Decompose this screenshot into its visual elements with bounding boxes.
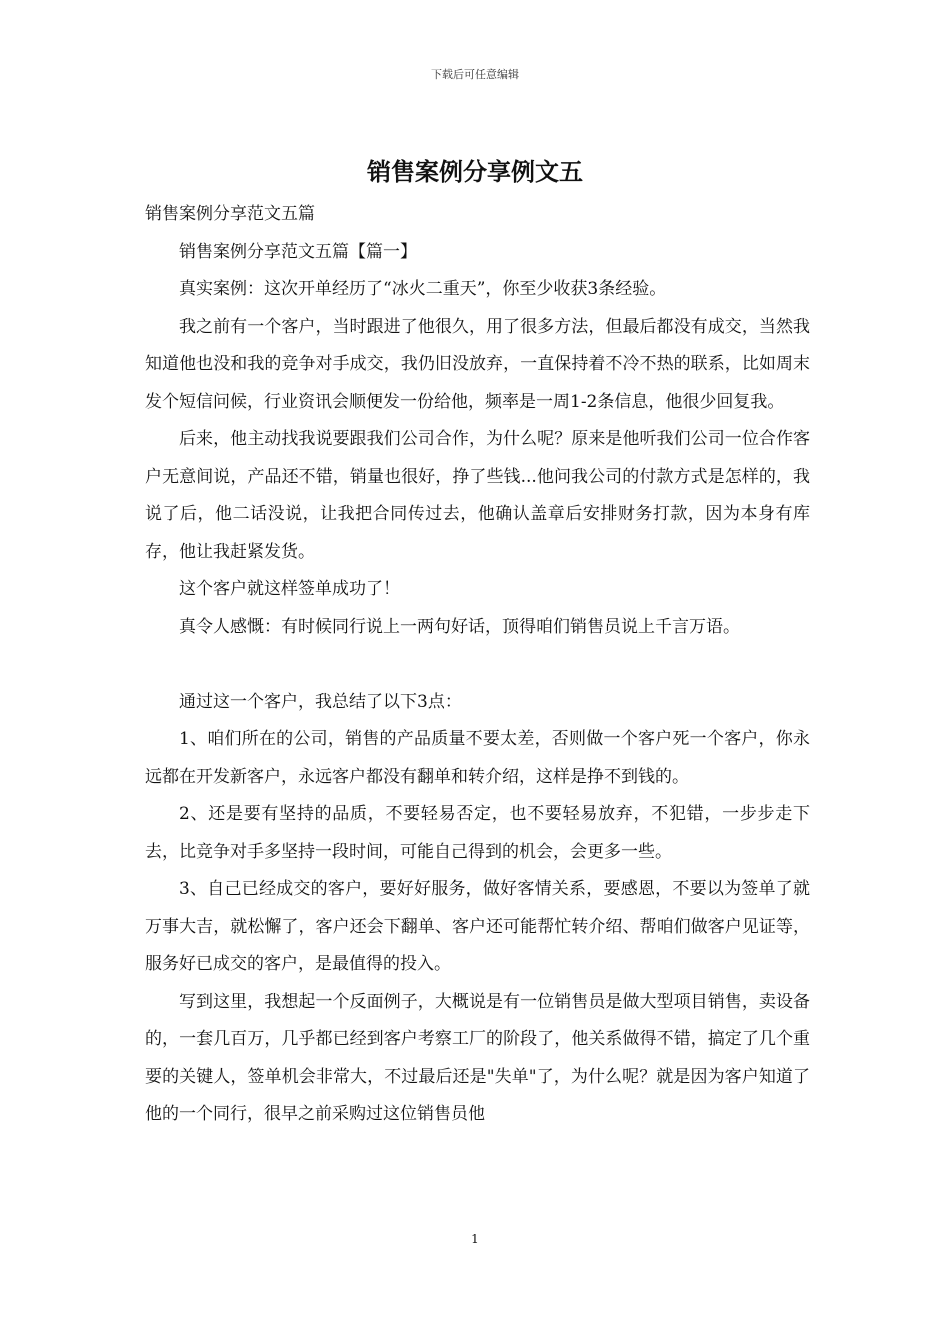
paragraph: 我之前有一个客户，当时跟进了他很久，用了很多方法，但最后都没有成交，当然我知道他也没和我的竞争对手成交，我仍旧没放弃，一直保持着不冷不热的联系，比如周末发个短信问候，行业资讯会顺便发一份给他，频率是一周1-2条信息，他很少回复我。 [145, 316, 810, 412]
document-body [145, 196, 810, 1134]
page-header: 下载后可任意编辑 [431, 68, 519, 81]
paragraph: 写到这里，我想起一个反面例子，大概说是有一位销售员是做大型项目销售，卖设备的，一套几百万，几乎都已经到客户考察工厂的阶段了，他关系做得不错，搞定了几个重要的关键人，签单机会非常大，不过最后还是"失单"了，为什么呢？就是因为客户知道了他的一个同行，很早之前采购过这位销售员他 [145, 991, 810, 1124]
list-item: 1、咱们所在的公司，销售的产品质量不要太差，否则做一个客户死一个客户，你永远都在开发新客户，永远客户都没有翻单和转介绍，这样是挣不到钱的。 [145, 729, 810, 787]
paragraph: 真令人感慨：有时候同行说上一两句好话，顶得咱们销售员说上千言万语。 [179, 616, 740, 637]
page-number: 1 [471, 1232, 479, 1246]
paragraph: 真实案例：这次开单经历了“冰火二重天”，你至少收获3条经验。 [179, 279, 667, 299]
document-title: 销售案例分享例文五 [367, 157, 583, 186]
list-item: 2、还是要有坚持的品质，不要轻易否定，也不要轻易放弃，不犯错，一步步走下去，比竞争对手多坚持一段时间，可能自己得到的机会，会更多一些。 [145, 804, 810, 862]
blank-line [145, 646, 810, 684]
paragraph: 这个客户就这样签单成功了！ [179, 579, 400, 599]
list-item: 3、自己已经成交的客户，要好好服务，做好客情关系，要感恩，不要以为签单了就万事大吉，就松懈了，客户还会下翻单、客户还可能帮忙转介绍、帮咱们做客户见证等，服务好已成交的客户，是最值得的投入。 [145, 879, 810, 974]
paragraph: 后来，他主动找我说要跟我们公司合作，为什么呢？原来是他听我们公司一位合作客户无意间说，产品还不错，销量也很好，挣了些钱...他问我公司的付款方式是怎样的，我说了后，他二话没说，让我把合同传过去，他确认盖章后安排财务打款，因为本身有库存，他让我赶紧发货。 [145, 429, 810, 562]
subtitle-paragraph: 销售案例分享范文五篇 [145, 204, 315, 224]
section-heading: 销售案例分享范文五篇【篇一】 [179, 241, 417, 262]
paragraph: 通过这一个客户，我总结了以下3点： [179, 691, 462, 712]
